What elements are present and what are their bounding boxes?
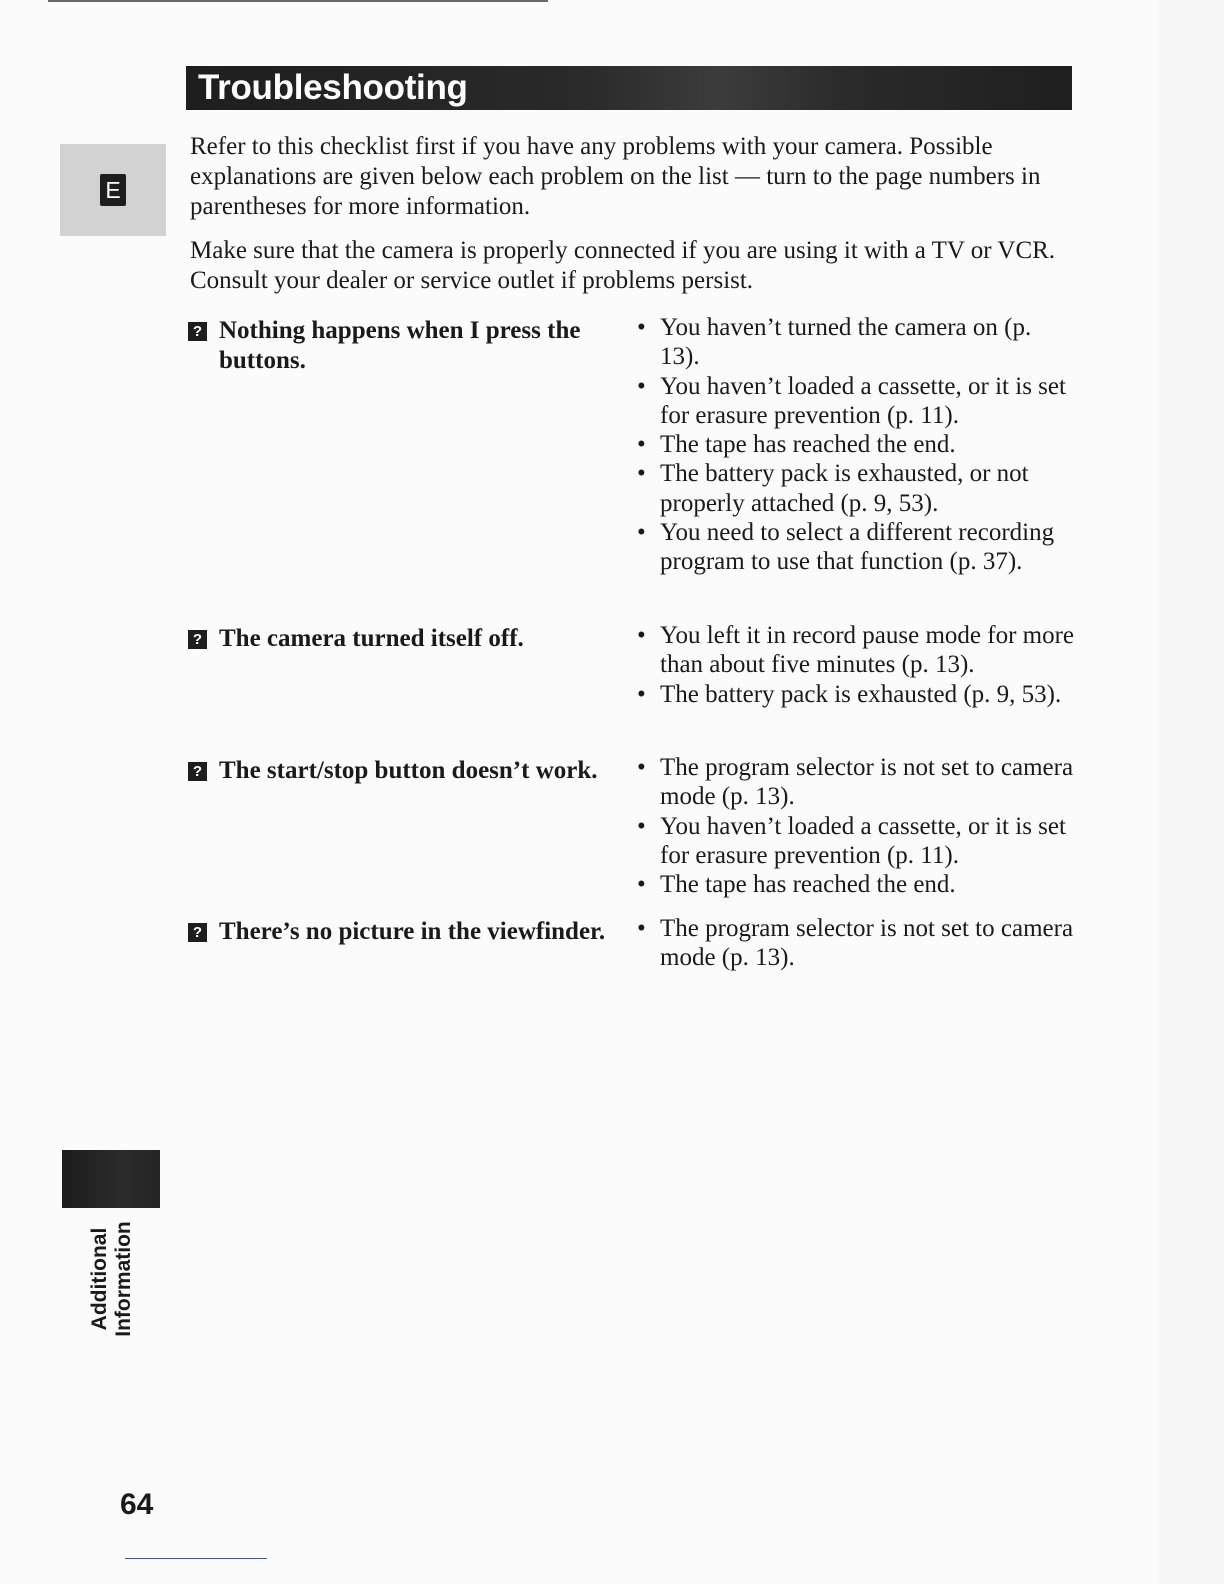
question-icon: ? xyxy=(188,762,207,781)
cause-item: • The program selector is not set to camera mode (p. 13). xyxy=(636,753,1076,812)
cause-item: • The tape has reached the end. xyxy=(636,870,1076,899)
top-rule xyxy=(48,0,548,2)
cause-item: • You haven’t loaded a cassette, or it is set for erasure prevention (p. 11). xyxy=(636,372,1076,431)
page-edge xyxy=(1158,0,1224,1584)
section-marker-block xyxy=(62,1150,160,1208)
intro-paragraph-2: Make sure that the camera is properly connected if you are using it with a TV or VCR. Consult your dealer or service outlet if problems persist. xyxy=(190,237,1056,294)
cause-item: • You left it in record pause mode for more than about five minutes (p. 13). xyxy=(636,621,1076,680)
cause-item: • The battery pack is exhausted (p. 9, 53). xyxy=(636,680,1076,709)
cause-item: • You need to select a different recording program to use that function (p. 37). xyxy=(636,518,1076,577)
language-letter: E xyxy=(105,177,121,203)
cause-item: • The program selector is not set to camera mode (p. 13). xyxy=(636,914,1076,973)
section-label-line-1: Additional xyxy=(88,1227,111,1331)
page-title: Troubleshooting xyxy=(198,68,468,107)
cause-item: • You haven’t turned the camera on (p. 13). xyxy=(636,313,1076,372)
problem-text: Nothing happens when I press the buttons. xyxy=(219,317,581,374)
cause-item: • The battery pack is exhausted, or not properly attached (p. 9, 53). xyxy=(636,459,1076,518)
page-number: 64 xyxy=(120,1488,154,1521)
problem-question xyxy=(188,624,618,654)
problem-text: The start/stop button doesn’t work. xyxy=(219,757,598,784)
cause-item: • The tape has reached the end. xyxy=(636,430,1076,459)
problem-question xyxy=(188,316,618,376)
section-label xyxy=(88,1219,136,1339)
language-tab xyxy=(60,144,166,236)
problem-text: The camera turned itself off. xyxy=(219,625,524,652)
question-icon: ? xyxy=(188,322,207,341)
intro-paragraph-1: Refer to this checklist first if you have any problems with your camera. Possible explanations are given below each problem on the list — turn to the page numbers in parentheses for more information. xyxy=(190,133,1041,220)
question-icon: ? xyxy=(188,630,207,649)
title-bar xyxy=(186,66,1072,110)
cause-list xyxy=(636,753,1076,899)
bottom-rule xyxy=(125,1558,267,1559)
cause-list xyxy=(636,313,1076,577)
problem-text: There’s no picture in the viewfinder. xyxy=(219,918,606,945)
problem-question xyxy=(188,917,618,947)
cause-list xyxy=(636,914,1076,973)
language-badge xyxy=(100,174,126,206)
cause-item: • You haven’t loaded a cassette, or it is set for erasure prevention (p. 11). xyxy=(636,812,1076,871)
section-label-line-2: Information xyxy=(112,1221,135,1337)
cause-list xyxy=(636,621,1076,709)
problem-question xyxy=(188,756,618,786)
question-icon: ? xyxy=(188,923,207,942)
